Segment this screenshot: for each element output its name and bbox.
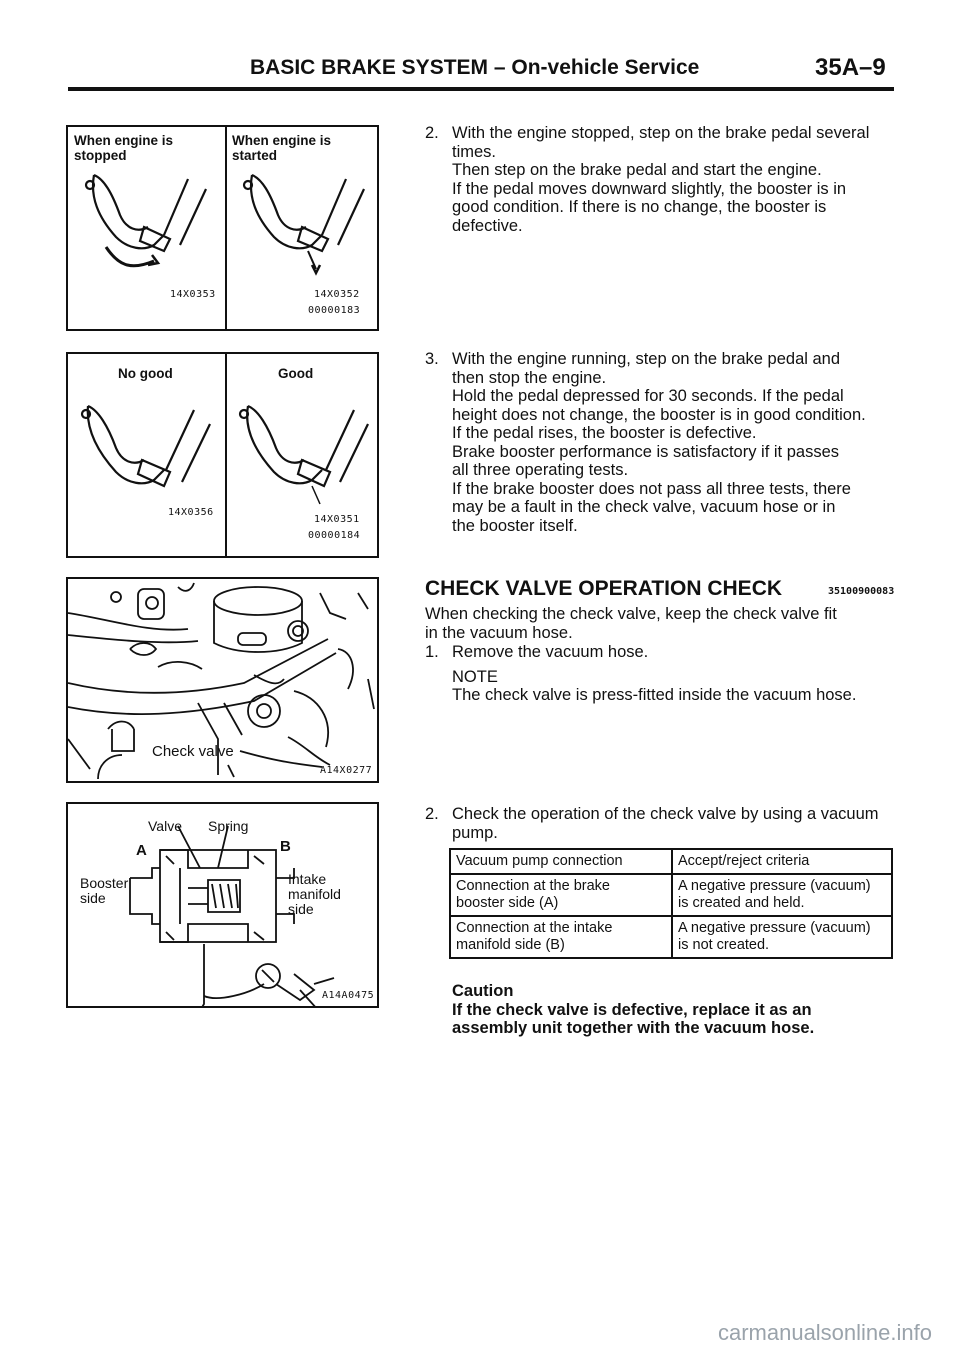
- pedal-illustrations-2: [68, 354, 377, 556]
- cell-line: A negative pressure (vacuum): [678, 920, 871, 936]
- table-cell: [672, 916, 892, 958]
- criteria-table: [449, 848, 893, 959]
- cell-line: is created and held.: [678, 895, 805, 911]
- cell-line: is not created.: [678, 937, 770, 953]
- table-header-row: [450, 849, 892, 874]
- caution-block: [452, 982, 894, 1038]
- table-cell: [450, 916, 672, 958]
- figure-code-right: 14X0352: [314, 289, 360, 300]
- text-line: then stop the engine.: [452, 368, 607, 387]
- step-number: 3.: [425, 350, 439, 368]
- label-line: started: [232, 148, 278, 163]
- figure-code: A14A0475: [322, 990, 375, 1001]
- figure-code-left: 14X0353: [170, 289, 216, 300]
- note-text: The check valve is press-fitted inside the vacuum hose.: [452, 686, 857, 704]
- label-line: side: [288, 901, 314, 917]
- label-line: side: [80, 890, 106, 906]
- cell-line: Connection at the brake: [456, 878, 610, 894]
- cell-line: booster side (A): [456, 895, 559, 911]
- step-body: [452, 805, 895, 842]
- label-line: Booster: [80, 875, 129, 891]
- label-b: B: [280, 838, 291, 855]
- section-intro: [425, 605, 895, 642]
- text-line: When checking the check valve, keep the check valve fit: [425, 605, 837, 623]
- text-line: If the brake booster does not pass all three tests, there: [452, 479, 851, 498]
- text-line: may be a fault in the check valve, vacuum hose or in: [452, 498, 836, 516]
- figure-code: A14X0277: [320, 765, 373, 776]
- table-cell: [450, 874, 672, 916]
- text-line: height does not change, the booster is in good condition.: [452, 405, 866, 424]
- pedal-drawing-good: [240, 406, 368, 504]
- text-line: If the pedal moves downward slightly, the booster is in: [452, 179, 847, 198]
- section-title: CHECK VALVE OPERATION CHECK: [425, 577, 783, 600]
- table-header-cell: Accept/reject criteria: [672, 849, 892, 874]
- table-header-cell: Vacuum pump connection: [450, 849, 672, 874]
- caution-title: Caution: [452, 982, 514, 1000]
- pedal-drawing-left: [86, 175, 206, 266]
- table-row: [450, 916, 892, 958]
- header-dash: –: [488, 56, 512, 79]
- caution-text: assembly unit together with the vacuum hose.: [452, 1019, 815, 1037]
- figure-code-right-2: 00000183: [308, 305, 361, 316]
- text-line: Then step on the brake pedal and start the engine.: [452, 161, 822, 179]
- pedal-drawing-right: [244, 175, 364, 273]
- header-rule: [68, 87, 894, 91]
- figure-code-left: 14X0356: [168, 507, 214, 518]
- label-no-good: No good: [118, 366, 173, 381]
- text-line: With the engine running, step on the brake pedal and: [452, 350, 841, 368]
- figure-pedal-good-nogood: [66, 352, 379, 558]
- step-number: 2.: [425, 805, 439, 823]
- text-line: Check the operation of the check valve by using a vacuum: [452, 805, 879, 823]
- figure-pedal-engine-start: [66, 125, 379, 331]
- step-body: [452, 124, 895, 235]
- pedal-drawing-nogood: [82, 406, 210, 486]
- figure-check-valve-location: [66, 577, 379, 783]
- text-line: good condition. If there is no change, the booster is: [452, 198, 827, 216]
- cell-line: Connection at the intake: [456, 920, 613, 936]
- page-header-title: [250, 56, 699, 80]
- page-number: 35A–9: [815, 54, 886, 81]
- step-body: [452, 643, 895, 705]
- figure-check-valve-section: [66, 802, 379, 1008]
- label-intake-manifold-side: [288, 872, 341, 917]
- table-row: [450, 874, 892, 916]
- label-valve: Valve: [148, 818, 182, 834]
- text-line: With the engine stopped, step on the brake pedal several: [452, 124, 870, 142]
- text-line: all three operating tests.: [452, 461, 629, 479]
- step-number: 1.: [425, 643, 439, 661]
- text-line: If the pedal rises, the booster is defective.: [452, 424, 757, 442]
- text-line: in the vacuum hose.: [425, 623, 573, 642]
- caution-text: If the check valve is defective, replace it as an: [452, 1000, 812, 1019]
- text-line: pump.: [452, 823, 498, 842]
- text-line: defective.: [452, 216, 523, 235]
- header-title-main: BASIC BRAKE SYSTEM: [250, 56, 489, 79]
- label-line: When engine is: [232, 133, 332, 148]
- text-line: Brake booster performance is satisfactory if it passes: [452, 442, 839, 461]
- label-line: Intake: [288, 871, 327, 887]
- label-booster-side: [80, 876, 128, 906]
- cell-line: A negative pressure (vacuum): [678, 878, 871, 894]
- figure-code-right-2: 00000184: [308, 530, 361, 541]
- site-watermark: carmanualsonline.info: [717, 1320, 932, 1345]
- label-spring: Spring: [208, 818, 249, 834]
- table-cell: [672, 874, 892, 916]
- section-code: 35100900083: [828, 586, 895, 597]
- note-block: [452, 668, 895, 705]
- label-line: stopped: [74, 148, 127, 163]
- label-line: When engine is: [74, 133, 174, 148]
- header-subtitle: On-vehicle Service: [511, 56, 700, 79]
- label-a: A: [136, 842, 147, 859]
- cell-line: manifold side (B): [456, 937, 565, 953]
- note-title: NOTE: [452, 667, 498, 686]
- check-valve-callout: Check valve: [152, 743, 234, 760]
- label-line: manifold: [288, 886, 341, 902]
- figure-code-right: 14X0351: [314, 514, 360, 525]
- step-number: 2.: [425, 124, 439, 142]
- text-line: the booster itself.: [452, 516, 578, 535]
- text-line: Remove the vacuum hose.: [452, 643, 649, 661]
- label-good: Good: [278, 366, 314, 381]
- step-body: [452, 350, 895, 535]
- text-line: times.: [452, 142, 497, 161]
- text-line: Hold the pedal depressed for 30 seconds. If the pedal: [452, 387, 844, 405]
